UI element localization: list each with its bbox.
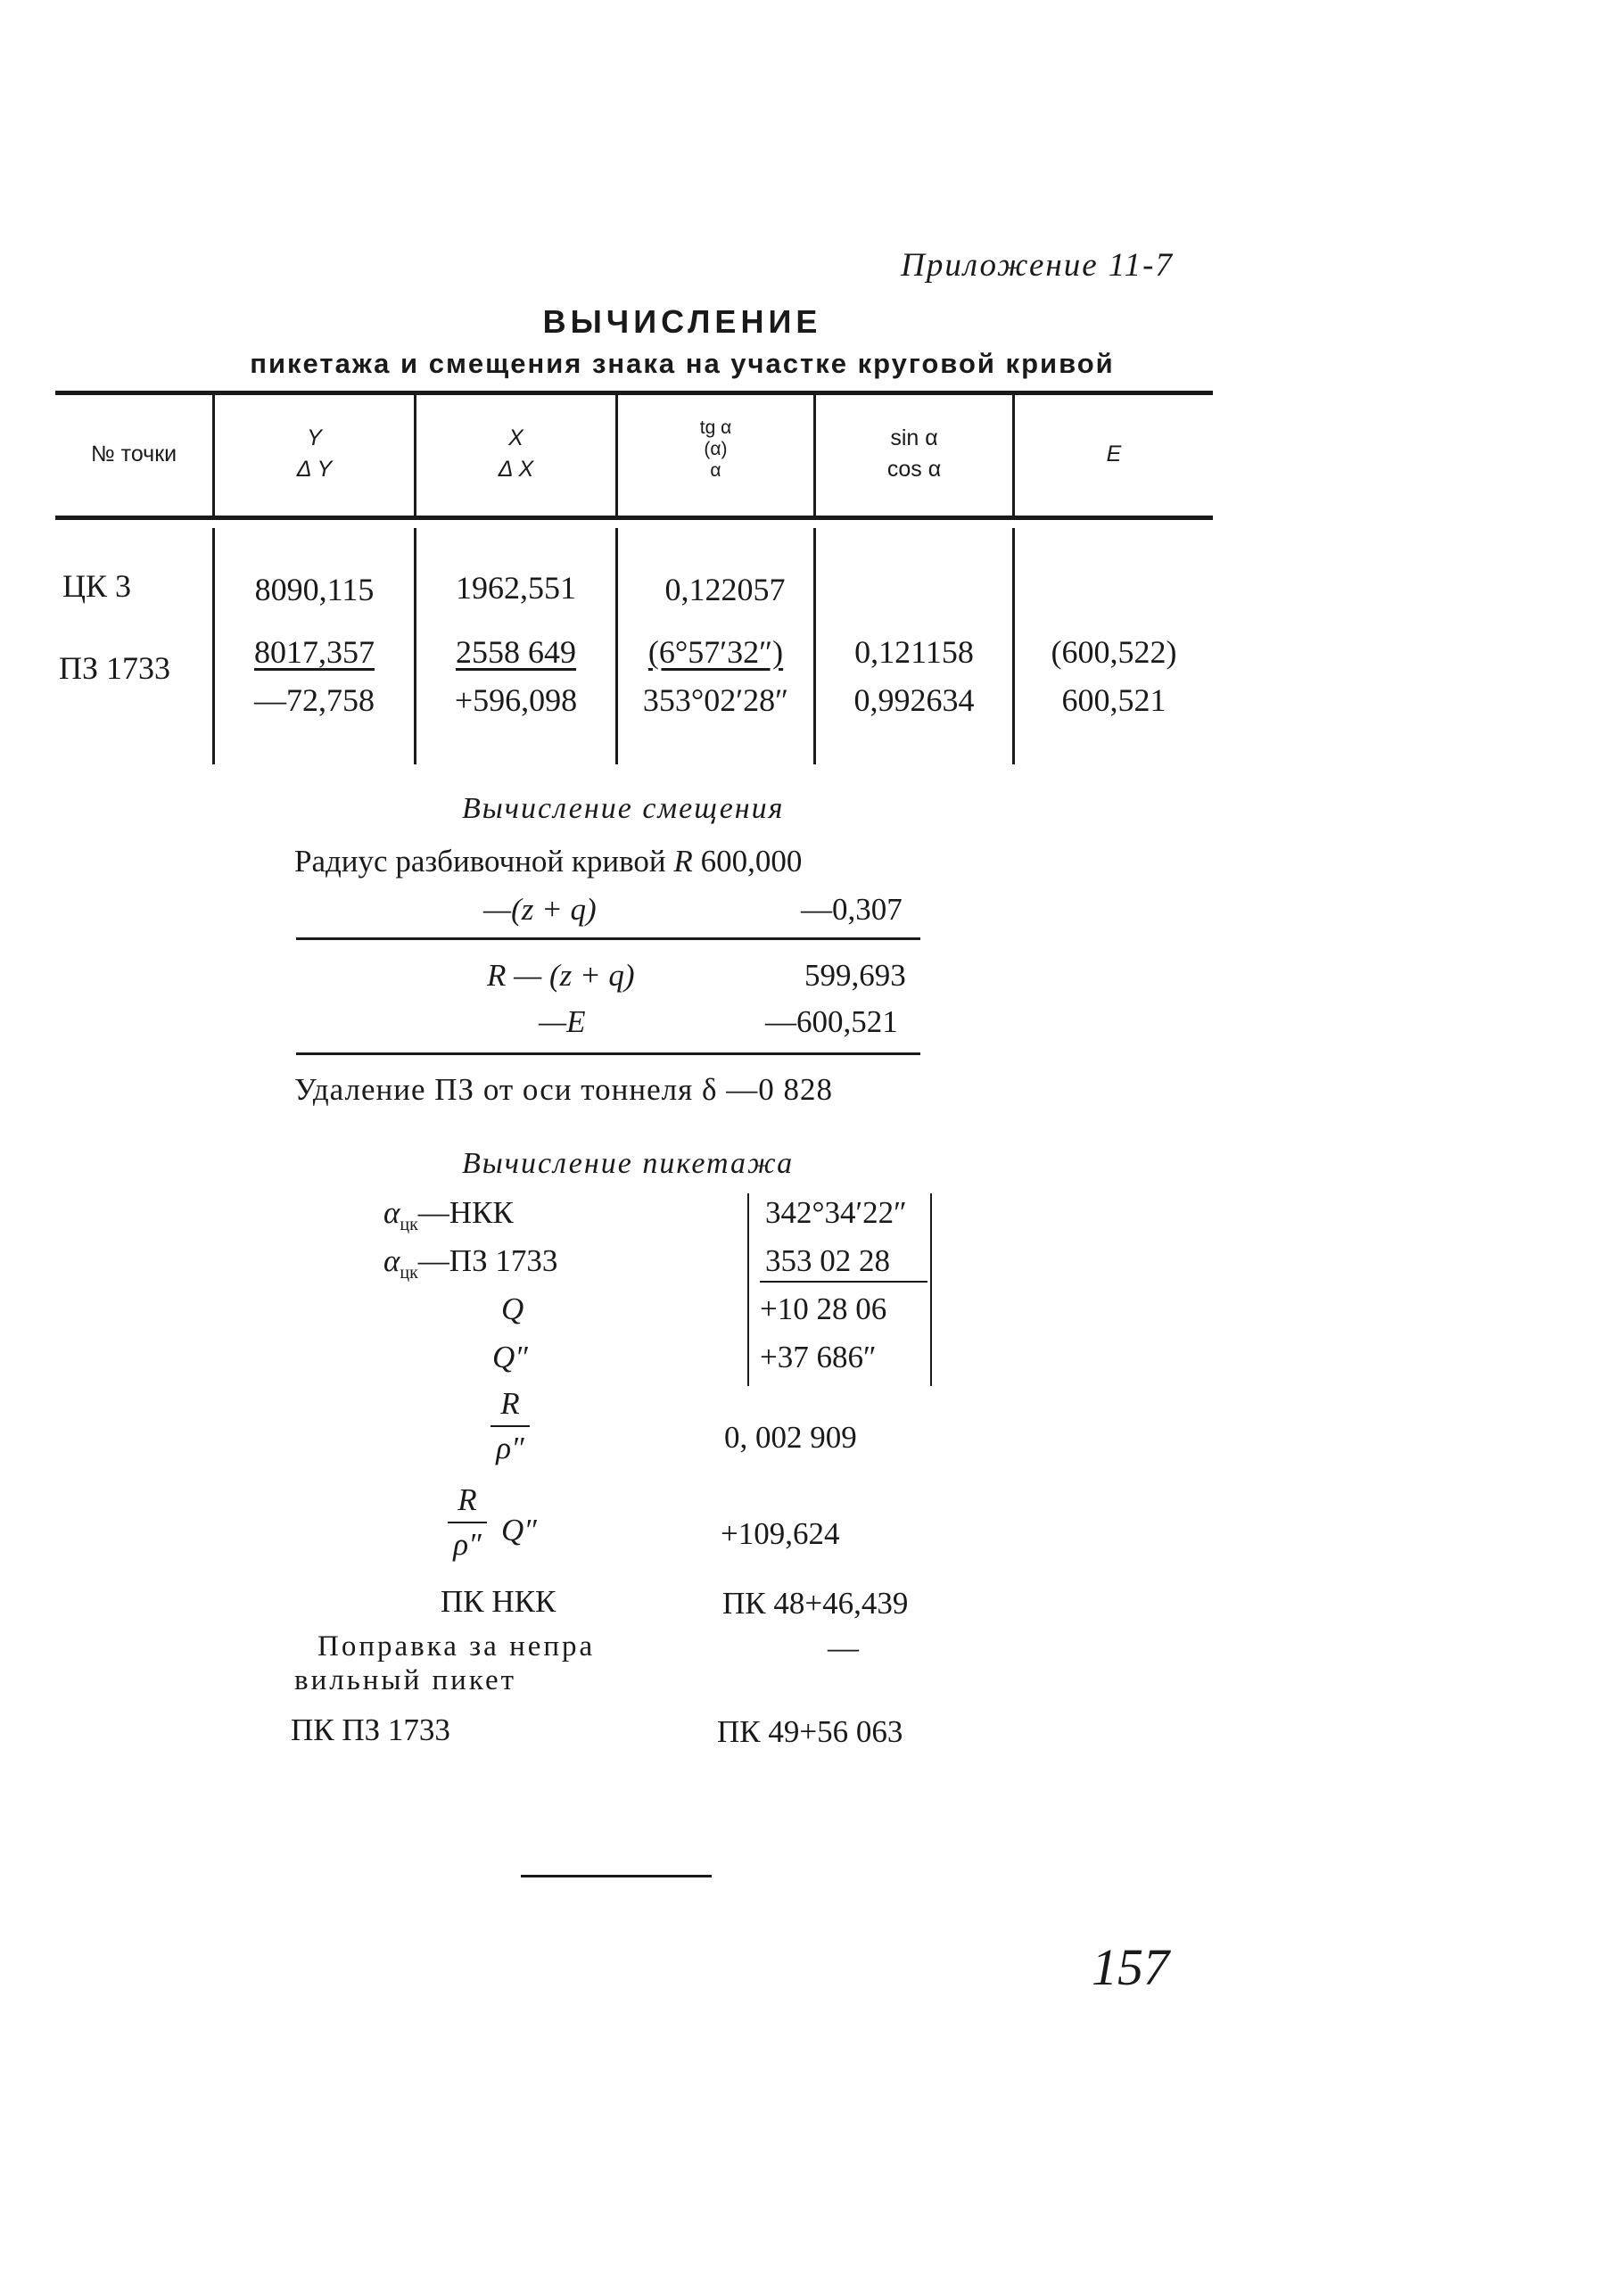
- bracket-right: [930, 1193, 932, 1386]
- r-over-rho-fraction: R ρ″: [490, 1386, 530, 1466]
- correction-label-2: вильный пикет: [294, 1664, 517, 1696]
- correction-label-1: Поправка за непра: [317, 1630, 596, 1663]
- dx-value: +596,098: [454, 682, 578, 718]
- col-header-e: E: [1106, 441, 1122, 466]
- pk-pz-label: ПК ПЗ 1733: [291, 1712, 450, 1747]
- table-header-rule: [55, 516, 1213, 520]
- tg-value: 0,122057: [664, 572, 786, 607]
- zq-label: —(z + q): [483, 892, 597, 927]
- alpha-nkk-label: $\alpha_{цк}—НКК$: [383, 1195, 514, 1234]
- rq-value: +109,624: [721, 1516, 840, 1551]
- radius-symbol: R: [673, 844, 693, 879]
- q-value: +10 28 06: [760, 1291, 887, 1326]
- offset-rule: [296, 937, 920, 940]
- alpha-nkk-value: 342°34′22″: [765, 1195, 907, 1230]
- cos-value: 0,992634: [853, 682, 975, 718]
- bracket-left: [747, 1193, 749, 1386]
- pk-nkk-label: ПК НКК: [441, 1584, 556, 1619]
- rq-fraction: R ρ″: [448, 1482, 487, 1563]
- offset-rule: [296, 1052, 920, 1055]
- e-value: 600,521: [1061, 682, 1166, 718]
- radius-label: Радиус разбивочной кривой: [294, 844, 666, 879]
- radius-row: [294, 844, 802, 879]
- q-label: Q: [501, 1291, 524, 1326]
- r-over-rho-value: 0, 002 909: [724, 1420, 857, 1455]
- alpha-paren-value: (6°57′32″): [647, 634, 784, 670]
- e-paren-value: (600,522): [1051, 634, 1177, 670]
- offset-title: Вычисление смещения: [462, 792, 785, 825]
- document-title: ВЫЧИСЛЕНИЕ: [542, 303, 822, 340]
- col-header-sincos: sin α cos α: [886, 425, 942, 482]
- point-name: ЦК 3: [62, 568, 132, 604]
- sin-value: 0,121158: [854, 634, 974, 670]
- page-number: 157: [1092, 1938, 1169, 1996]
- x-value: 1962,551: [456, 570, 576, 606]
- e-offset-value: —600,521: [765, 1004, 898, 1039]
- appendix-label: Приложение 11-7: [901, 247, 1174, 284]
- col-header-y: Y Δ Y: [296, 425, 333, 482]
- pk-nkk-value: ПК 48+46,439: [722, 1586, 909, 1621]
- rq-suffix: Q″: [501, 1513, 537, 1547]
- e-label: —E: [539, 1004, 586, 1039]
- point-name: ПЗ 1733: [59, 650, 171, 686]
- x-value: 2558 649: [456, 634, 576, 670]
- bracket-rule: [760, 1281, 927, 1283]
- removal-label: Удаление ПЗ от оси тоннеля: [294, 1072, 694, 1107]
- y-value: 8017,357: [254, 634, 375, 670]
- removal-symbol: δ: [701, 1072, 718, 1107]
- q2-value: +37 686″: [760, 1340, 877, 1374]
- alpha-pz-label: $\alpha_{цк}—ПЗ$ 1733: [383, 1243, 558, 1283]
- y-value: 8090,115: [254, 572, 375, 607]
- document-subtitle: пикетажа и смещения знака на участке круговой кривой: [250, 348, 1115, 379]
- table-top-rule: [55, 391, 1213, 395]
- removal-row: [294, 1072, 833, 1108]
- removal-value: —0 828: [726, 1072, 833, 1107]
- alpha-value: 353°02′28″: [642, 682, 789, 718]
- col-header-x: X Δ X: [498, 425, 534, 482]
- picket-title: Вычисление пикетажа: [462, 1147, 795, 1180]
- col-header-tg: tg α (α) α: [699, 417, 732, 481]
- rzq-label: R — (z + q): [487, 958, 635, 993]
- alpha-pz-value: 353 02 28: [765, 1243, 890, 1278]
- radius-value: 600,000: [700, 844, 803, 879]
- q2-label: Q″: [492, 1340, 528, 1374]
- zq-value: —0,307: [801, 892, 903, 927]
- rzq-value: 599,693: [804, 958, 906, 993]
- pk-pz-value: ПК 49+56 063: [717, 1714, 903, 1749]
- col-header-point: № точки: [90, 441, 177, 466]
- correction-value: —: [828, 1630, 859, 1665]
- dy-value: —72,758: [254, 682, 375, 718]
- footer-rule: [521, 1875, 712, 1877]
